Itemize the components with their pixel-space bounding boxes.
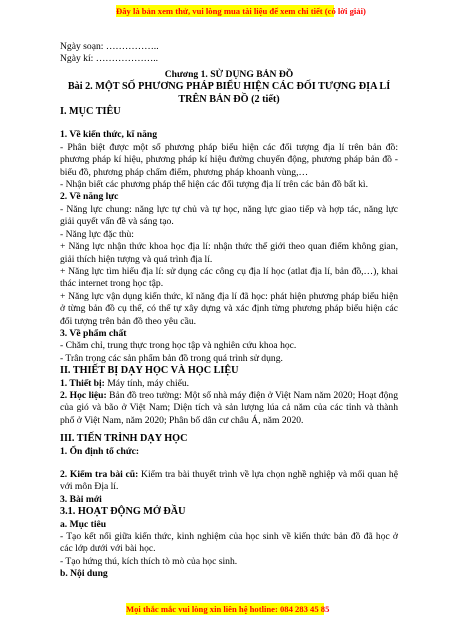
heading-competence: 2. Về năng lực xyxy=(60,191,119,203)
preview-banner: Đây là bản xem thử, vui lòng mua tài liệu để xem chi tiết (có lời giải) xyxy=(116,6,366,16)
heading-organization: 1. Ổn định tổ chức: xyxy=(60,445,140,457)
text-equipment: Máy tính, máy chiếu. xyxy=(104,377,190,389)
paragraph: + Năng lực nhận thức khoa học địa lí: nhận thức thế giới theo quan điểm không gian, giải thích hiện tượng và quá trình địa lí. xyxy=(60,241,398,265)
paragraph: + Năng lực tìm hiểu địa lí: sử dụng các công cụ địa lí học (atlat địa lí, bản đồ,…), khai thác internet trong học tập. xyxy=(60,265,398,290)
heading-content: b. Nội dung xyxy=(60,568,108,580)
paragraph-materials xyxy=(60,390,398,427)
heading-qualities: 3. Về phẩm chất xyxy=(60,327,127,339)
section-equipment: II. THIẾT BỊ DẠY HỌC VÀ HỌC LIỆU xyxy=(60,365,239,377)
paragraph: - Phân biệt được một số phương pháp biểu hiện các đối tượng địa lí trên bản đồ: phương pháp kí hiệu, phương pháp kí hiệu đường chuyển động, phương pháp bản đồ - biểu đồ, phương pháp chấm điểm, phương pháp khoanh vùng,… xyxy=(60,141,398,178)
heading-new-lesson: 3. Bài mới xyxy=(60,493,102,505)
label-materials: 2. Học liệu: xyxy=(60,389,107,401)
heading-opening-activity: 3.1. HOẠT ĐỘNG MỞ ĐẦU xyxy=(60,506,186,518)
date-prepared: Ngày soạn: …………….. xyxy=(60,41,159,52)
date-signed: Ngày kí: ……………….. xyxy=(60,53,159,65)
paragraph-equipment xyxy=(60,378,398,390)
label-review: 2. Kiểm tra bài cũ: xyxy=(60,469,139,480)
text-review: Kiểm tra bài thuyết trình về lựa chọn nghề nghiệp và mối quan hệ với môn Địa lí. xyxy=(60,469,398,493)
hotline-footer: Mọi thắc mắc vui lòng xin liên hệ hotline: 084 283 45 85 xyxy=(126,604,330,614)
paragraph: - Năng lực chung: năng lực tự chủ và tự học, năng lực giao tiếp và hợp tác, năng lực giải quyết vấn đề và sáng tạo. xyxy=(60,203,398,228)
label-equipment: 1. Thiết bị: xyxy=(60,377,105,389)
paragraph: - Tạo hứng thú, kích thích tò mò của học sinh. xyxy=(60,555,238,567)
section-procedure: III. TIẾN TRÌNH DẠY HỌC xyxy=(60,433,188,445)
paragraph: - Nhận biết các phương pháp thể hiện các đối tượng địa lí trên các bản đồ bất kì. xyxy=(60,179,368,191)
paragraph: - Trân trọng các sản phẩm bản đồ trong quá trình sử dụng. xyxy=(60,352,283,364)
paragraph: - Tạo kết nối giữa kiến thức, kinh nghiệm của học sinh về kiến thức bản đồ đã học ở các lớp dưới với bài học. xyxy=(60,531,398,555)
chapter-title: Chương 1. SỬ DỤNG BẢN ĐỒ xyxy=(164,68,294,80)
lesson-title: Bài 2. MỘT SỐ PHƯƠNG PHÁP BIỂU HIỆN CÁC ĐỐI TƯỢNG ĐỊA LÍ TRÊN BẢN ĐỒ (2 tiết) xyxy=(67,81,391,105)
heading-objective: a. Mục tiêu xyxy=(60,518,107,530)
paragraph-review xyxy=(60,469,398,494)
document-body xyxy=(60,41,398,581)
paragraph: + Năng lực vận dụng kiến thức, kĩ năng địa lí đã học: phát hiện phương pháp biểu hiện ở từng bản đồ cụ thể, có thể tự xây dựng và xác định từng phương pháp biểu hiện các đối tượng trên bản đồ theo yêu cầu. xyxy=(60,290,398,327)
paragraph: - Năng lực đặc thù: xyxy=(60,228,134,240)
heading-knowledge-skills: 1. Về kiến thức, kĩ năng xyxy=(60,129,158,141)
text-materials: Bản đồ treo tường: Một số nhà máy điện ở Việt Nam năm 2020; Hoạt động của gió và bão ở Việt Nam; Diện tích và sản lượng lúa cả năm của các tỉnh và thành phố ở Việt Nam, năm 2020; Phân bố dân cư châu Á, năm 2020. xyxy=(60,389,398,426)
section-objectives: I. MỤC TIÊU xyxy=(60,106,121,118)
paragraph: - Chăm chỉ, trung thực trong học tập và nghiên cứu khoa học. xyxy=(60,340,297,352)
